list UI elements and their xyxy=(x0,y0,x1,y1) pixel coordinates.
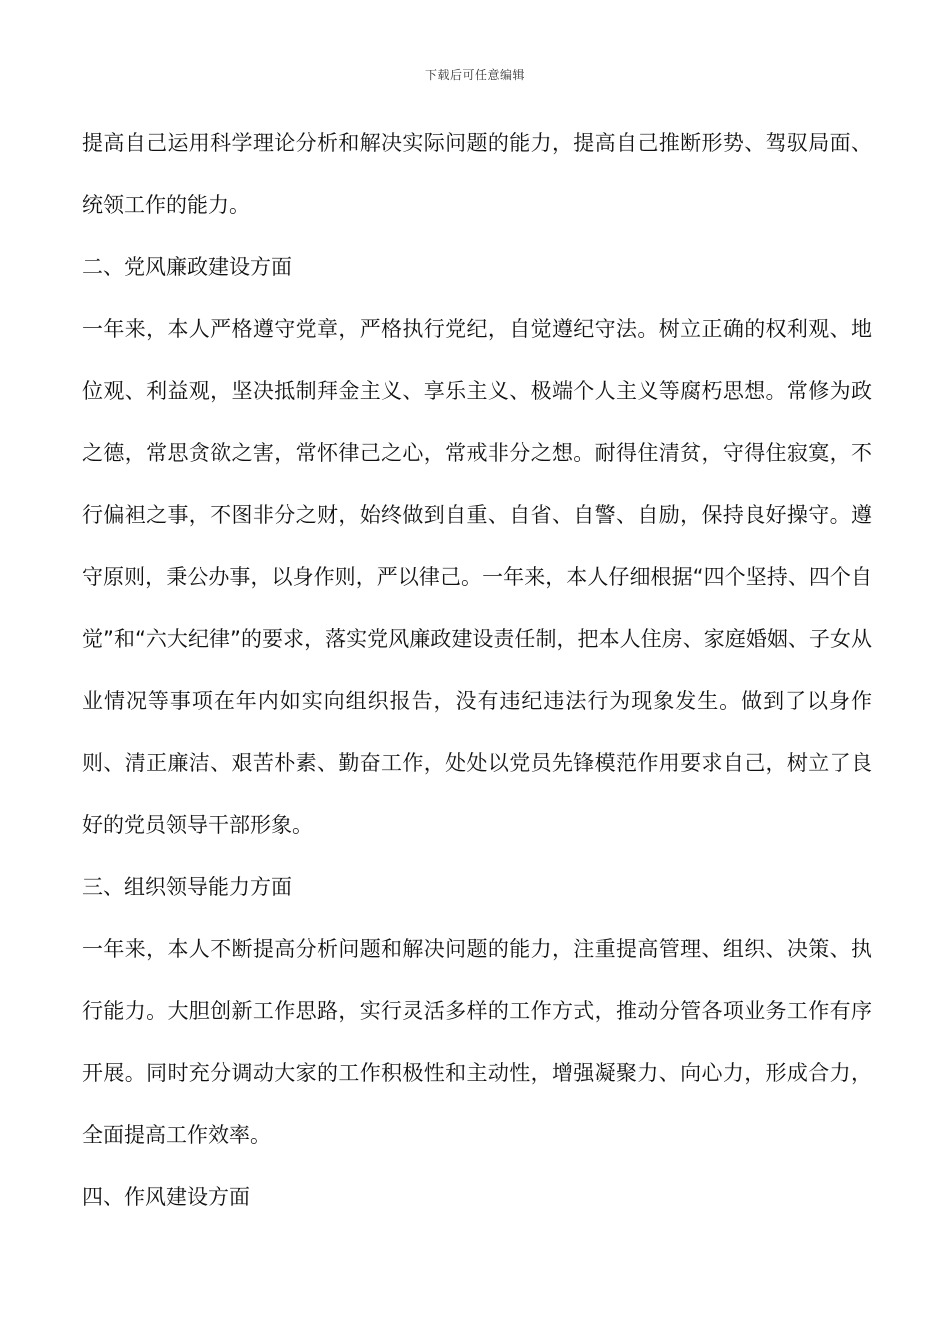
paragraph-leadership: 一年来，本人不断提高分析问题和解决问题的能力，注重提高管理、组织、决策、执行能力。大胆创新工作思路，实行灵活多样的工作方式，推动分管各项业务工作有序开展。同时充分调动大家的工作积极性和主动性，增强凝聚力、向心力，形成合力，全面提高工作效率。 xyxy=(82,937,872,1147)
section-heading-leadership: 三、组织领导能力方面 xyxy=(82,875,292,899)
section-heading-party-conduct: 二、党风廉政建设方面 xyxy=(82,255,292,279)
document-body xyxy=(82,112,872,1228)
page-header: 下载后可任意编辑 xyxy=(424,68,525,82)
section-heading-work-style: 四、作风建设方面 xyxy=(82,1185,250,1209)
paragraph-continuation: 提高自己运用科学理论分析和解决实际问题的能力，提高自己推断形势、驾驭局面、统领工作的能力。 xyxy=(82,131,872,217)
paragraph-party-conduct: 一年来，本人严格遵守党章，严格执行党纪，自觉遵纪守法。树立正确的权利观、地位观、利益观，坚决抵制拜金主义、享乐主义、极端个人主义等腐朽思想。常修为政之德，常思贪欲之害，常怀律己之心，常戒非分之想。耐得住清贫，守得住寂寞，不行偏袒之事，不图非分之财，始终做到自重、自省、自警、自励，保持良好操守。遵守原则，秉公办事，以身作则，严以律己。一年来，本人仔细根据“四个坚持、四个自觉”和“六大纪律”的要求，落实党风廉政建设责任制，把本人住房、家庭婚姻、子女从业情况等事项在年内如实向组织报告，没有违纪违法行为现象发生。做到了以身作则、清正廉洁、艰苦朴素、勤奋工作，处处以党员先锋模范作用要求自己，树立了良好的党员领导干部形象。 xyxy=(82,317,872,837)
